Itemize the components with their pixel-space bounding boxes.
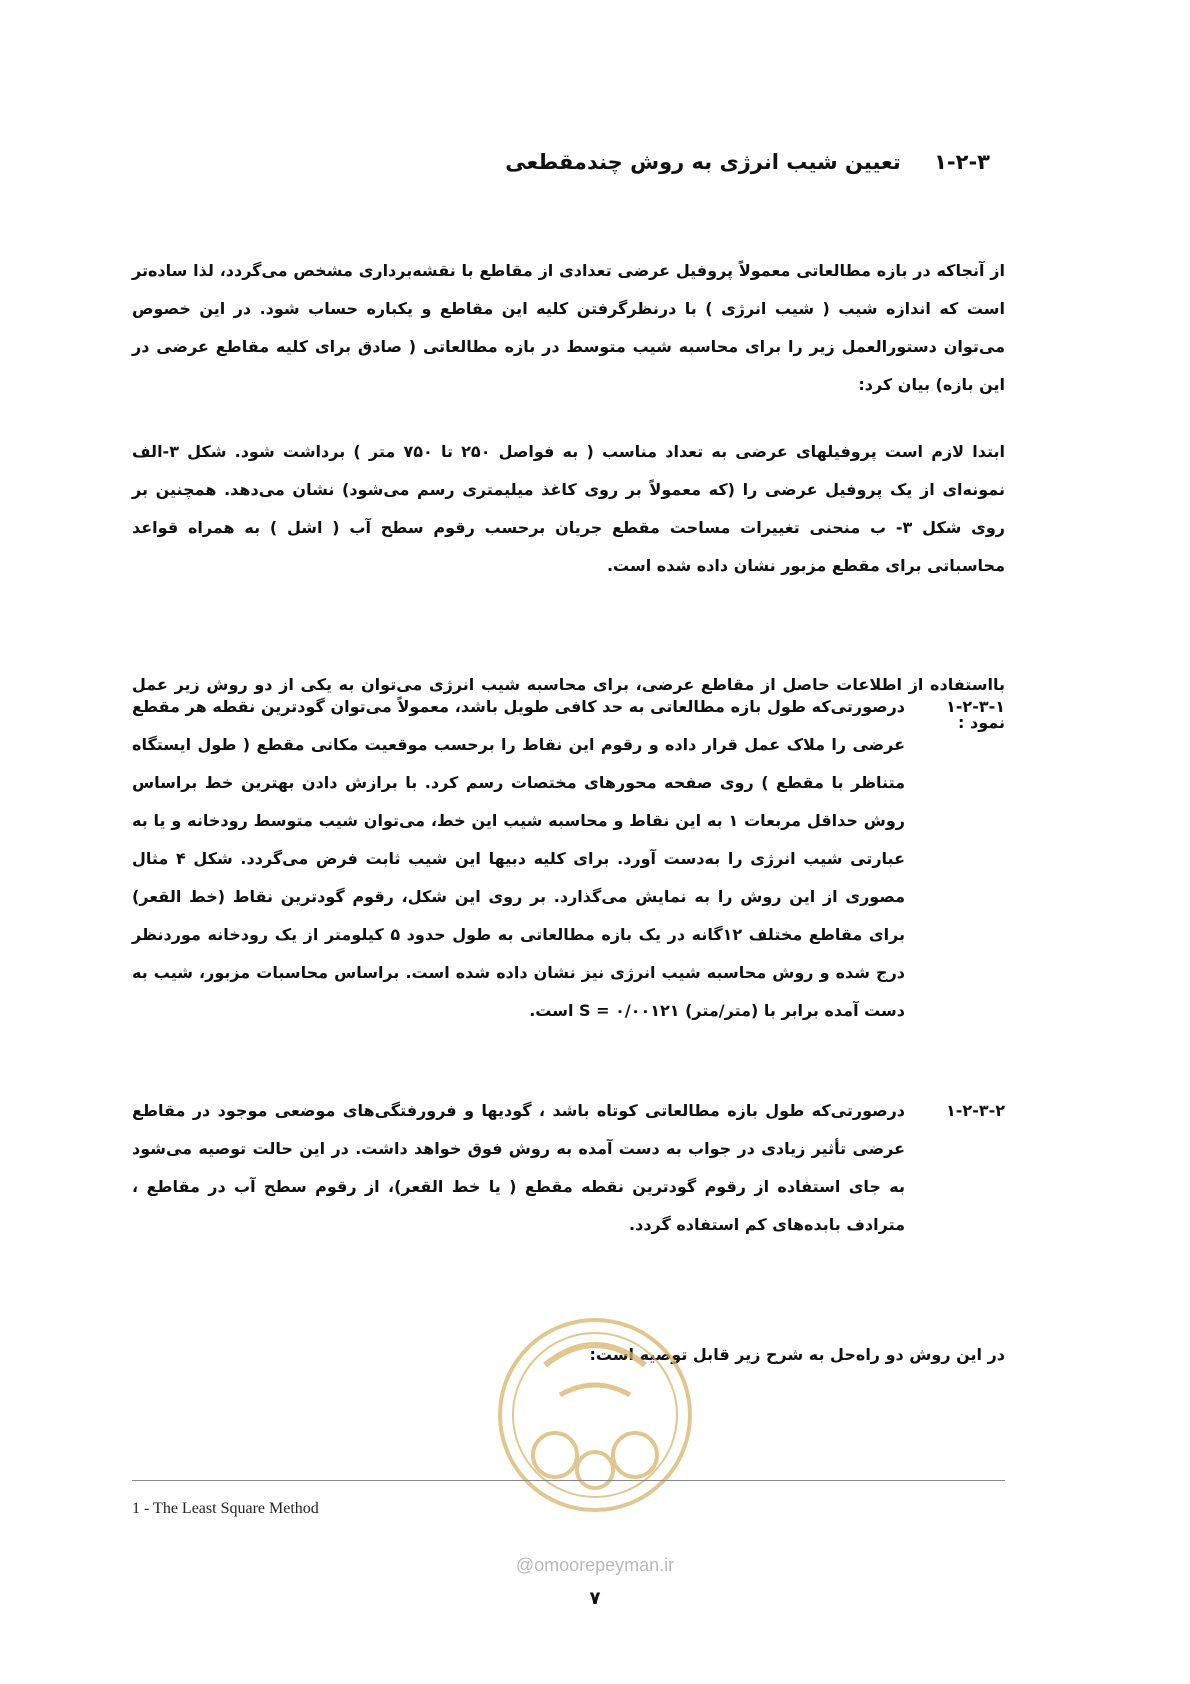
list-item [132, 688, 1005, 1030]
paragraph-solutions: در این روش دو راه‌حل به شرح زیر قابل توصیه است: [589, 1345, 1005, 1364]
section-title: تعیین شیب انرژی به روش چندمقطعی [505, 150, 901, 174]
section-heading [200, 150, 990, 174]
list-item [132, 1092, 1005, 1244]
watermark-site: @omoorepeyman.ir [515, 1555, 675, 1575]
footnote-divider [132, 1480, 1005, 1481]
section-number: ۱-۲-۳ [934, 150, 990, 174]
paragraph-methods: بااستفاده از اطلاعات حاصل از مقاطع عرضی، برای محاسبه شیب انرژی می‌توان به یکی از دو روش زیر عمل نمود : [132, 675, 1005, 732]
list-item-text: درصورتی‌که طول بازه مطالعاتی به حد کافی طویل باشد، معمولاً می‌توان گودترین نقطه هر مقطع عرضی را ملاک عمل قرار داده و رقوم این نقاط را برحسب موقعیت مکانی مقطع ( طول ایستگاه متناظر با مقطع ) روی صفحه محورهای مختصات رسم کرد. با برازش دادن بهترین خط براساس روش حداقل مربعات ۱ به این نقاط و محاسبه شیب این خط، می‌توان شیب متوسط رودخانه و یا به عبارتی شیب انرژی را به‌دست آورد. برای کلیه دبیها این شیب ثابت فرض می‌گردد. شکل ۴ مثال مصوری از این روش را به نمایش می‌گذارد. بر روی این شکل، رقوم گودترین نقاط (خط القعر) برای مقاطع مختلف ۱۲گانه در یک بازه مطالعاتی به طول حدود ۵ کیلومتر از یک رودخانه موردنظر درج شده و روش محاسبه شیب انرژی نیز نشان داده شده است. براساس محاسبات مزبور، شیب به دست آمده برابر با (متر/متر) S = ۰/۰۰۱۲۱ است. [132, 697, 906, 1020]
paragraph-intro: از آنجاکه در بازه مطالعاتی معمولاً پروفیل عرضی تعدادی از مقاطع با نقشه‌برداری مشخص می‌گردد، لذا ساده‌تر است که اندازه شیب ( شیب انرژی ) با درنظرگرفتن کلیه این مقاطع و یکباره حساب شود. در این خصوص می‌توان دستورالعمل زیر را برای محاسبه شیب متوسط در بازه مطالعاتی ( صادق برای کلیه مقاطع عرضی در این بازه) بیان کرد: [132, 261, 1005, 394]
page-number: ۷ [589, 1588, 601, 1609]
footnote: 1 - The Least Square Method [132, 1500, 319, 1517]
list-item-number: ۱-۲-۳-۱ [946, 697, 1005, 716]
watermark-logo [485, 1305, 705, 1550]
list-item-number: ۱-۲-۳-۲ [946, 1101, 1005, 1120]
paragraph-profiles: ابتدا لازم است پروفیلهای عرضی به تعداد مناسب ( به فواصل ۲۵۰ تا ۷۵۰ متر ) برداشت شود. شکل ۳-الف نمونه‌ای از یک پروفیل عرضی را (که معمولاً بر روی کاغذ میلیمتری رسم می‌شود) نشان می‌دهد. همچنین بر روی شکل ۳- ب منحنی تغییرات مساحت مقطع جریان برحسب رقوم سطح آب ( اشل ) به همراه قواعد محاسباتی برای مقطع مزبور نشان داده شده است. [132, 442, 1006, 575]
list-item-text: درصورتی‌که طول بازه مطالعاتی کوتاه باشد ، گودیها و فرورفتگی‌های موضعی موجود در مقاطع عرضی تأثیر زیادی در جواب به دست آمده به روش فوق خواهد داشت. در این حالت توصیه می‌شود به جای استفاده از رقوم گودترین نقطه مقطع ( یا خط القعر)، از رقوم سطح آب در مقاطع ، مترادف بابده‌های کم استفاده گردد. [132, 1101, 905, 1234]
